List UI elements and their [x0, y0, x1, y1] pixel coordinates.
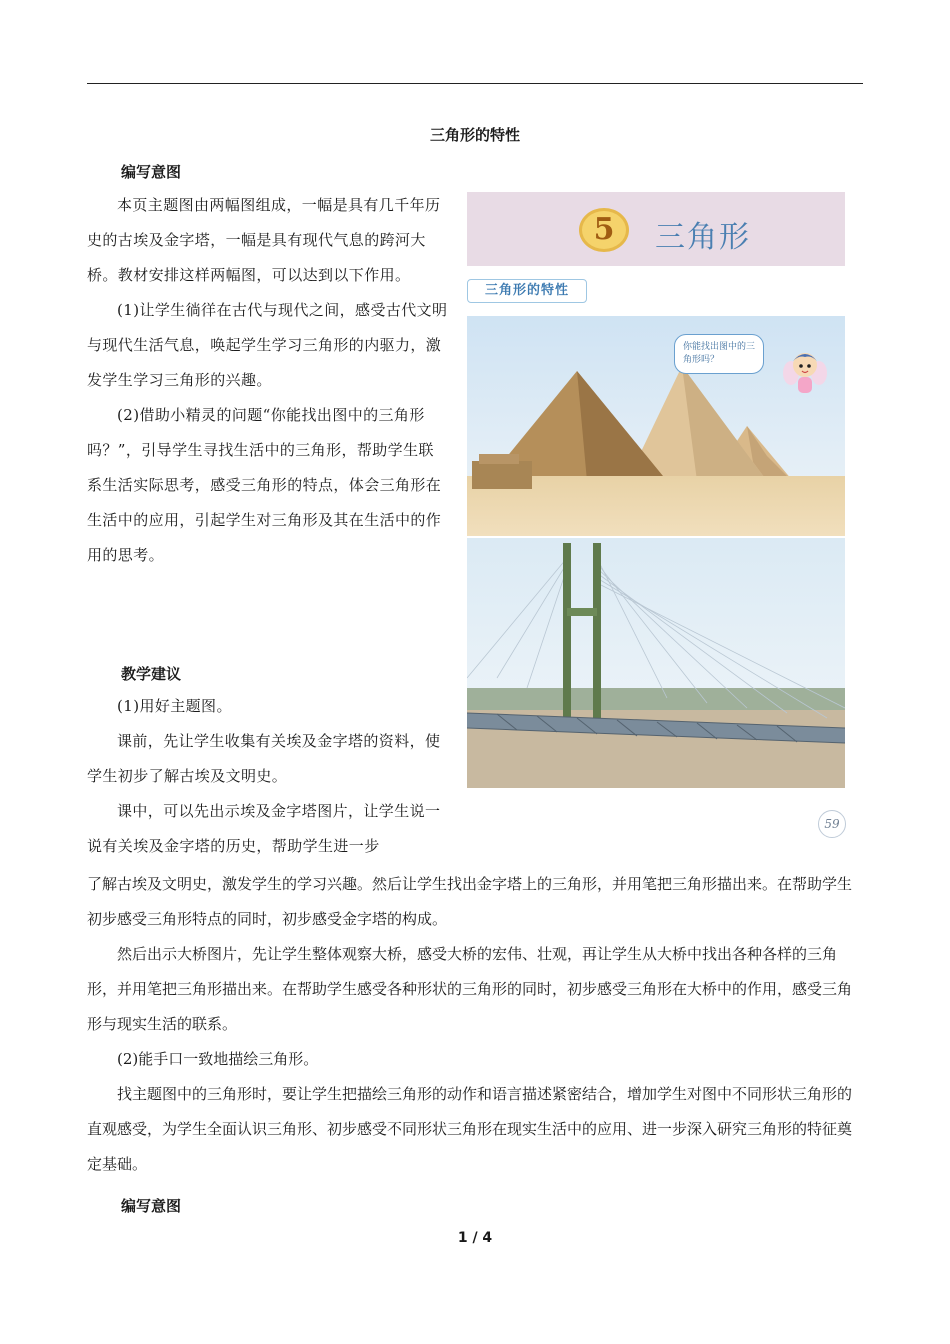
sprite-speech-bubble: 你能找出图中的三角形吗？ [674, 334, 764, 374]
intro-paragraph: (2)借助小精灵的问题“你能找出图中的三角形吗？”，引导学生寻找生活中的三角形，帮助学生联系生活实际思考，感受三角形的特点，体会三角形在生活中的应用，引起学生对三角形及其在生活中的作用的思考。 [87, 406, 442, 564]
lesson-label: 三角形的特性 [467, 279, 587, 303]
suggestion-paragraph: (1)用好主题图。 [117, 697, 232, 715]
intro-paragraph: 本页主题图由两幅图组成，一幅是具有几千年历史的古埃及金字塔，一幅是具有现代气息的跨河大桥。教材安排这样两幅图，可以达到以下作用。 [87, 196, 441, 284]
intro-text [87, 188, 449, 573]
suggestion-text-full [87, 867, 863, 1182]
unit-title: 三角形 [655, 220, 751, 255]
unit-number-badge: 5 [579, 208, 629, 252]
textbook-page-image [467, 192, 845, 842]
section-heading-suggestions: 教学建议 [121, 665, 182, 683]
suggestion-paragraph: 找主题图中的三角形时，要让学生把描绘三角形的动作和语言描述紧密结合，增加学生对图中不同形状三角形的直观感受，为学生全面认识三角形、初步感受不同形状三角形在现实生活中的应用、进一步深入研究三角形的特征奠定基础。 [87, 1085, 853, 1173]
section-heading-intent: 编写意图 [121, 163, 182, 181]
sprite-character-icon [783, 347, 827, 401]
section-heading-intent-2: 编写意图 [121, 1197, 182, 1215]
page-counter: 1 / 4 [457, 1230, 493, 1246]
suggestion-paragraph-continued: 了解古埃及文明史，激发学生的学习兴趣。然后让学生找出金字塔上的三角形，并用笔把三角形描出来。在帮助学生初步感受三角形特点的同时，初步感受金字塔的构成。 [87, 875, 853, 928]
suggestion-paragraph: 课中，可以先出示埃及金字塔图片，让学生说一说有关埃及金字塔的历史，帮助学生进一步 [87, 802, 441, 855]
suggestion-paragraph: (2)能手口一致地描绘三角形。 [117, 1050, 319, 1068]
header-rule [87, 83, 863, 84]
suggestion-paragraph: 然后出示大桥图片，先让学生整体观察大桥，感受大桥的宏伟、壮观，再让学生从大桥中找出各种各样的三角形，并用笔把三角形描出来。在帮助学生感受各种形状的三角形的同时，初步感受三角形在大桥中的作用，感受三角形与现实生活的联系。 [87, 945, 853, 1033]
page-title: 三角形的特性 [429, 126, 520, 144]
bridge-illustration [467, 538, 845, 788]
intro-paragraph: (1)让学生徜徉在古代与现代之间，感受古代文明与现代生活气息，唤起学生学习三角形的内驱力，激发学生学习三角形的兴趣。 [87, 301, 448, 389]
suggestion-paragraph: 课前，先让学生收集有关埃及金字塔的资料，使学生初步了解古埃及文明史。 [87, 732, 441, 785]
suggestion-text-column [87, 689, 449, 864]
textbook-page-number: 59 [818, 810, 846, 838]
unit-banner [467, 192, 845, 266]
